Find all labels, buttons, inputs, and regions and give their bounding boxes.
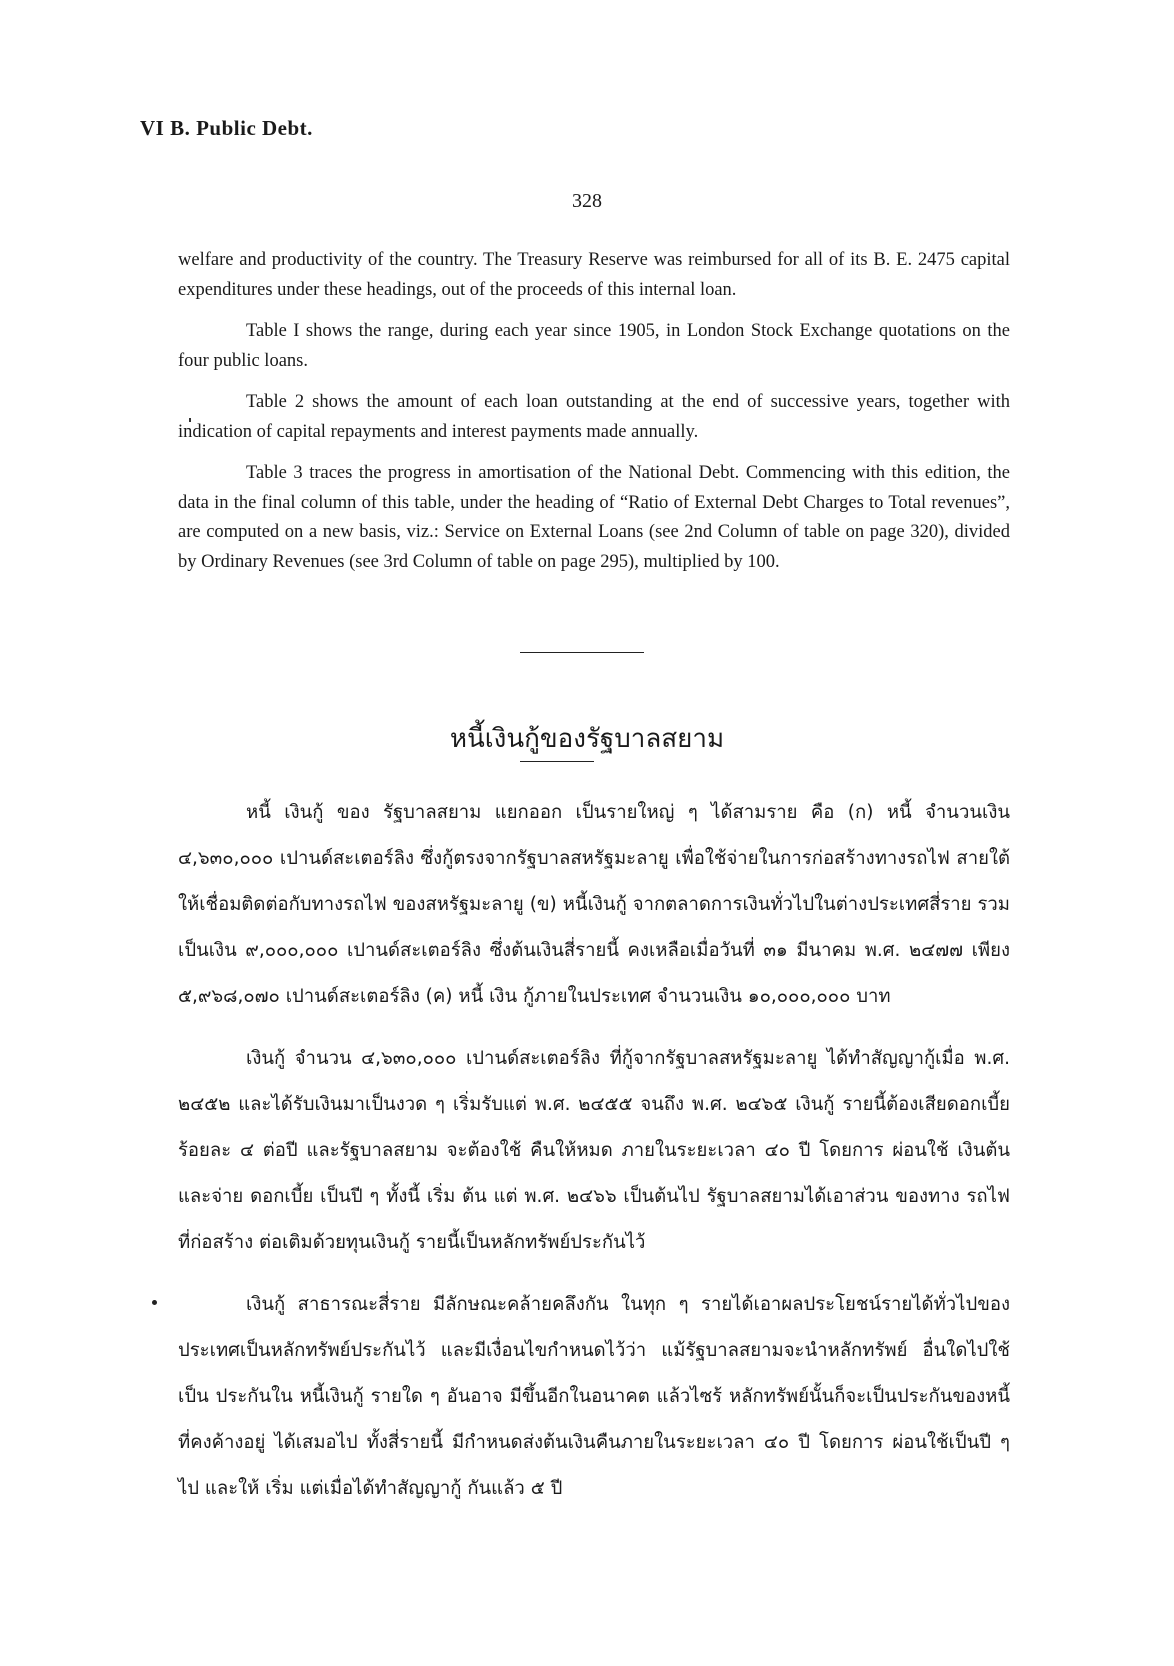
thai-section-title: หนี้เงินกู้ของรัฐบาลสยาม <box>449 724 725 754</box>
separator-rule-bottom <box>520 761 594 762</box>
english-paragraph-3: Table 2 shows the amount of each loan outstanding at the end of successive years, together with indication of capital repayments and interest payments made annually. <box>178 392 1010 442</box>
thai-paragraph-2: เงินกู้ จำนวน ๔,๖๓๐,๐๐๐ เปานด์สะเตอร์ลิง ที่กู้จากรัฐบาลสหรัฐมะลายู ได้ทำสัญญากู้เมื่อ พ.ศ. ๒๔๕๒ และได้รับเงินมาเป็นงวด ๆ เริ่มรับแต่ พ.ศ. ๒๔๕๕ จนถึง พ.ศ. ๒๔๖๕ เงินกู้ รายนี้ต้องเสียดอกเบี้ยร้อยละ ๔ ต่อปี และรัฐบาลสยาม จะต้องใช้ คืนให้หมด ภายในระยะเวลา ๔๐ ปี โดยการ ผ่อนใช้ เงินต้น และจ่าย ดอกเบี้ย เป็นปี ๆ ทั้งนี้ เริ่ม ต้น แต่ พ.ศ. ๒๔๖๖ เป็นต้นไป รัฐบาลสยามได้เอาส่วน ของทาง รถไฟ ที่ก่อสร้าง ต่อเติมด้วยทุนเงินกู้ รายนี้เป็นหลักทรัพย์ประกันไว้ <box>178 1048 1010 1253</box>
margin-mark <box>189 418 191 422</box>
section-heading: VI B. Public Debt. <box>140 116 313 140</box>
separator-rule-top <box>520 652 644 653</box>
thai-paragraph-1: หนี้ เงินกู้ ของ รัฐบาลสยาม แยกออก เป็นรายใหญ่ ๆ ได้สามราย คือ (ก) หนี้ จำนวนเงิน ๔,๖๓๐,๐๐๐ เปานด์สะเตอร์ลิง ซึ่งกู้ตรงจากรัฐบาลสหรัฐมะลายู เพื่อใช้จ่ายในการก่อสร้างทางรถไฟ สายใต้ให้เชื่อมติดต่อกับทางรถไฟ ของสหรัฐมะลายู (ข) หนี้เงินกู้ จากตลาดการเงินทั่วไปในต่างประเทศสี่ราย รวมเป็นเงิน ๙,๐๐๐,๐๐๐ เปานด์สะเตอร์ลิง ซึ่งต้นเงินสี่รายนี้ คงเหลือเมื่อวันที่ ๓๑ มีนาคม พ.ศ. ๒๔๗๗ เพียง ๕,๙๖๘,๐๗๐ เปานด์สะเตอร์ลิง (ค) หนี้ เงิน กู้ภายในประเทศ จำนวนเงิน ๑๐,๐๐๐,๐๐๐ บาท <box>178 802 1010 1007</box>
page-number: 328 <box>572 190 602 212</box>
english-text-block <box>178 246 1010 589</box>
thai-paragraph-3: เงินกู้ สาธารณะสี่ราย มีลักษณะคล้ายคลึงกัน ในทุก ๆ รายได้เอาผลประโยชน์รายได้ทั่วไปของประเทศเป็นหลักทรัพย์ประกันไว้ และมีเงื่อนไขกำหนดไว้ว่า แม้รัฐบาลสยามจะนำหลักทรัพย์ อื่นใดไปใช้เป็น ประกันใน หนี้เงินกู้ รายใด ๆ อันอาจ มีขึ้นอีกในอนาคต แล้วไซร้ หลักทรัพย์นั้นก็จะเป็นประกันของหนี้ที่คงค้างอยู่ ได้เสมอไป ทั้งสี่รายนี้ มีกำหนดส่งต้นเงินคืนภายในระยะเวลา ๔๐ ปี โดยการ ผ่อนใช้เป็นปี ๆ ไป และให้ เริ่ม แต่เมื่อได้ทำสัญญากู้ กันแล้ว ๕ ปี <box>178 1294 1010 1499</box>
english-paragraph-1: welfare and productivity of the country. The Treasury Reserve was reimbursed for all of its B. E. 2475 capital expenditures under these headings, out of the proceeds of this internal loan. <box>178 250 1010 300</box>
english-paragraph-2: Table I shows the range, during each year since 1905, in London Stock Exchange quotations on the four public loans. <box>178 321 1010 371</box>
margin-dot <box>152 1300 157 1305</box>
thai-text-block <box>178 790 1010 1528</box>
english-paragraph-4: Table 3 traces the progress in amortisation of the National Debt. Commencing with this edition, the data in the final column of this table, under the heading of “Ratio of External Debt Charges to Total revenues”, are computed on a new basis, viz.: Service on External Loans (see 2nd Column of table on page 320), divided by Ordinary Revenues (see 3rd Column of table on page 295), multiplied by 100. <box>178 463 1010 572</box>
